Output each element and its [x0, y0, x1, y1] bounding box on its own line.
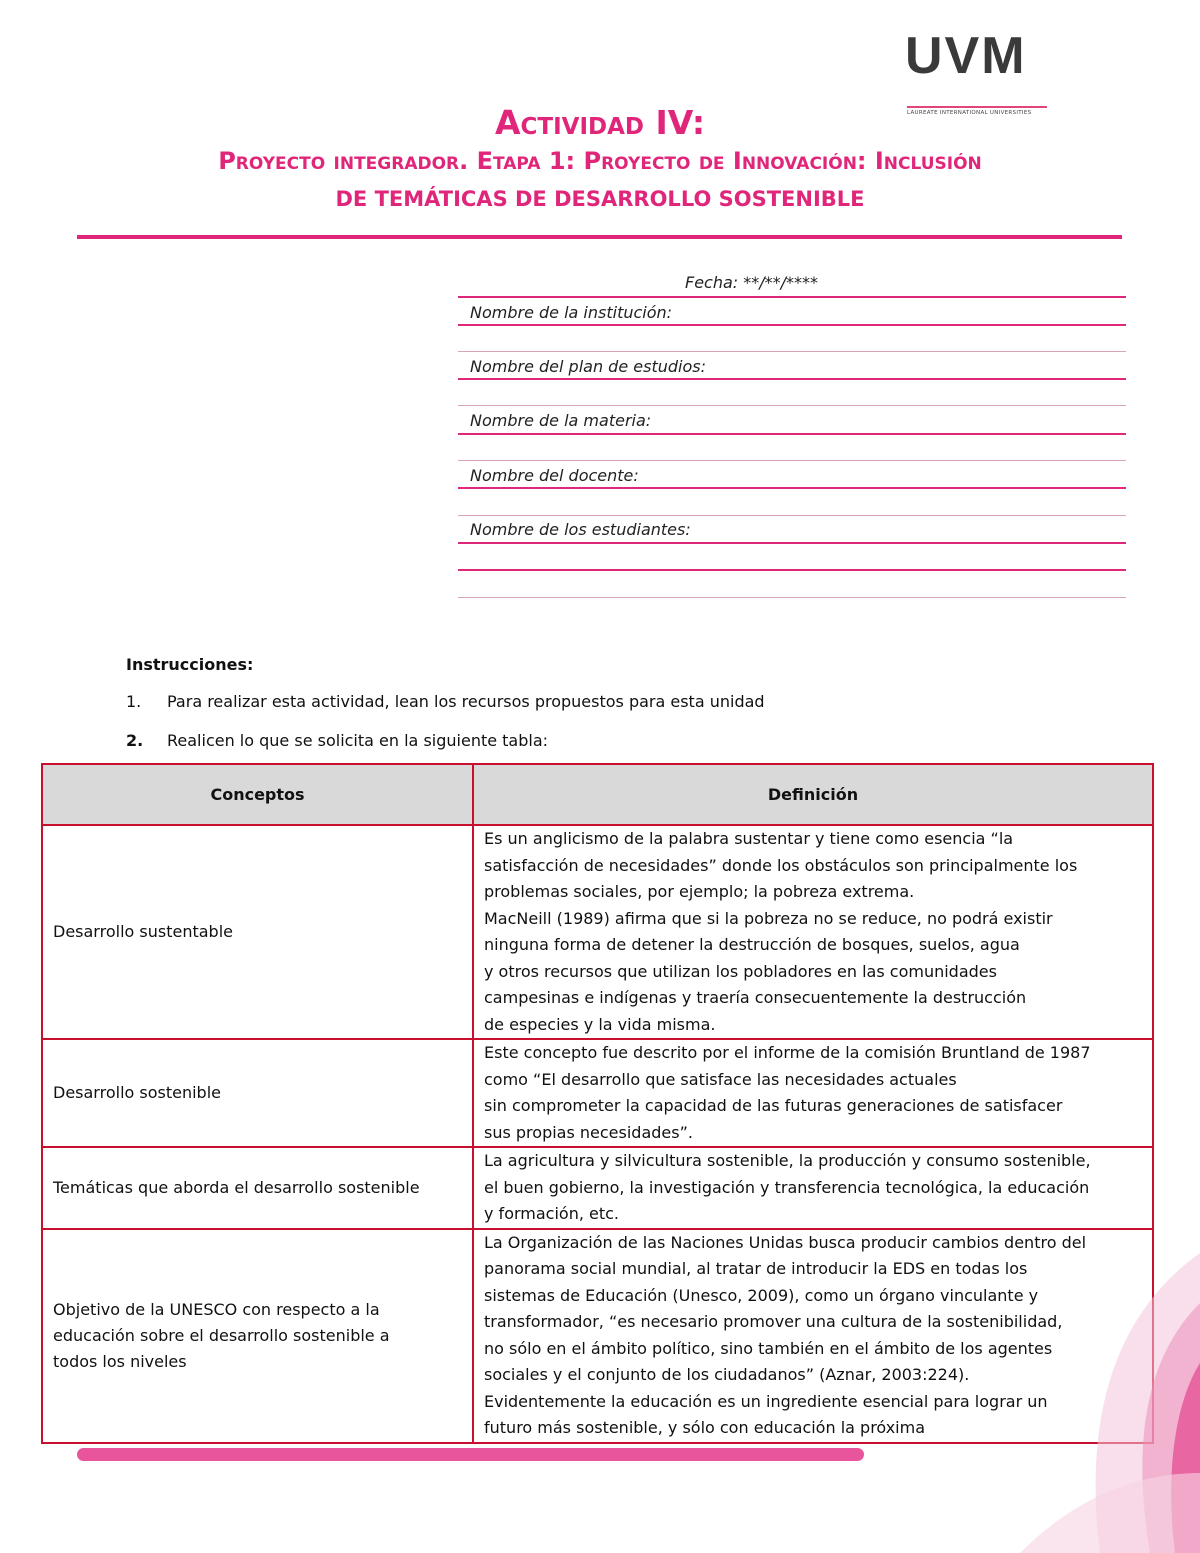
activity-title: Actividad IV: [494, 103, 706, 142]
logo-text: UVM [905, 27, 1027, 85]
project-subtitle: DE TEMÁTICAS DE DESARROLLO SOSTENIBLE [335, 187, 865, 211]
definition-line: Evidentemente la educación es un ingrediente esencial para lograr un [484, 1391, 1048, 1411]
uvm-logo [905, 27, 1050, 116]
concept-line: educación sobre el desarrollo sostenible a [53, 1325, 390, 1345]
definition-line: Es un anglicismo de la palabra sustentar y tiene como esencia “la [484, 829, 1014, 848]
definition-line: sus propias necesidades”. [484, 1122, 693, 1142]
subject-field: Nombre de la materia: [470, 411, 652, 430]
definition-line: Este concepto fue descrito por el informe de la comisión Bruntland de 1987 [484, 1043, 1091, 1062]
instruction-number: 2. [126, 731, 144, 750]
instruction-number: 1. [126, 692, 142, 711]
definition-line: el buen gobierno, la investigación y transferencia tecnológica, la educación [484, 1177, 1090, 1197]
study-plan-field: Nombre del plan de estudios: [470, 357, 706, 376]
definition-line: campesinas e indígenas y traería consecuentemente la destrucción [484, 988, 1027, 1007]
instruction-text: Para realizar esta actividad, lean los recursos propuestos para esta unidad [167, 692, 765, 711]
logo-subtitle: LAUREATE INTERNATIONAL UNIVERSITIES [907, 110, 1032, 116]
table-row [42, 1039, 1153, 1147]
footer-bar [77, 1448, 864, 1461]
definition-line: problemas sociales, por ejemplo; la pobreza extrema. [484, 882, 915, 901]
date-field: Fecha: **/**/**** [685, 273, 819, 292]
definition-line: no sólo en el ámbito político, sino también en el ámbito de los agentes [484, 1338, 1053, 1358]
table-header-row [42, 764, 1153, 825]
definition-line: transformador, “es necesario promover una cultura de la sostenibilidad, [484, 1312, 1063, 1331]
title-rule [77, 235, 1122, 239]
form-line [458, 296, 1126, 298]
definition-line: de especies y la vida misma. [484, 1014, 716, 1034]
definition-line: y formación, etc. [484, 1204, 620, 1223]
definition-line: MacNeill (1989) afirma que si la pobreza no se reduce, no podrá existir [484, 908, 1053, 928]
definition-line: La Organización de las Naciones Unidas busca producir cambios dentro del [484, 1232, 1087, 1252]
form-line [458, 515, 1126, 516]
header-concepts: Conceptos [42, 764, 473, 825]
definition-line: sociales y el conjunto de los ciudadanos” (Aznar, 2003:224). [484, 1365, 970, 1384]
definition-line: ninguna forma de detener la destrucción de bosques, suelos, agua [484, 935, 1020, 954]
decorative-swirl [960, 1133, 1200, 1553]
concept-line: todos los niveles [53, 1351, 187, 1371]
definition-cell [473, 1039, 1153, 1147]
teacher-field: Nombre del docente: [470, 466, 639, 485]
form-line [458, 351, 1126, 352]
concept-cell: Temáticas que aborda el desarrollo sostenible [42, 1147, 473, 1229]
form-line [458, 569, 1126, 571]
instruction-text: Realicen lo que se solicita en la siguiente tabla: [167, 731, 549, 750]
form-line [458, 405, 1126, 406]
form-line [458, 378, 1126, 380]
definition-line: sistemas de Educación (Unesco, 2009), como un órgano vinculante y [484, 1285, 1039, 1305]
definition-line: como “El desarrollo que satisface las necesidades actuales [484, 1069, 957, 1089]
table-row [42, 825, 1153, 1039]
project-title: Proyecto integrador. Etapa 1: Proyecto de Innovación: Inclusión [218, 147, 982, 175]
students-field: Nombre de los estudiantes: [470, 520, 691, 539]
institution-field: Nombre de la institución: [470, 303, 673, 322]
definition-line: futuro más sostenible, y sólo con educación la próxima [484, 1418, 926, 1437]
definition-cell [473, 825, 1153, 1039]
definition-line: y otros recursos que utilizan los pobladores en las comunidades [484, 961, 997, 981]
instructions-title: Instrucciones: [126, 655, 254, 674]
header-definition: Definición [473, 764, 1153, 825]
form-line [458, 597, 1126, 598]
form-line [458, 542, 1126, 544]
definition-line: panorama social mundial, al tratar de introducir la EDS en todas los [484, 1259, 1028, 1278]
form-line [458, 487, 1126, 489]
definition-line: sin comprometer la capacidad de las futuras generaciones de satisfacer [484, 1096, 1063, 1115]
definition-line: La agricultura y silvicultura sostenible, la producción y consumo sostenible, [484, 1151, 1091, 1170]
definition-line: satisfacción de necesidades” donde los obstáculos son principalmente los [484, 855, 1078, 875]
concept-line: Objetivo de la UNESCO con respecto a la [53, 1299, 380, 1319]
form-line [458, 433, 1126, 435]
concept-cell: Desarrollo sostenible [42, 1039, 473, 1147]
form-line [458, 324, 1126, 326]
instruction-item [126, 692, 765, 711]
instruction-item [126, 731, 548, 750]
concept-cell [42, 1229, 473, 1443]
concept-cell: Desarrollo sustentable [42, 825, 473, 1039]
form-line [458, 460, 1126, 461]
